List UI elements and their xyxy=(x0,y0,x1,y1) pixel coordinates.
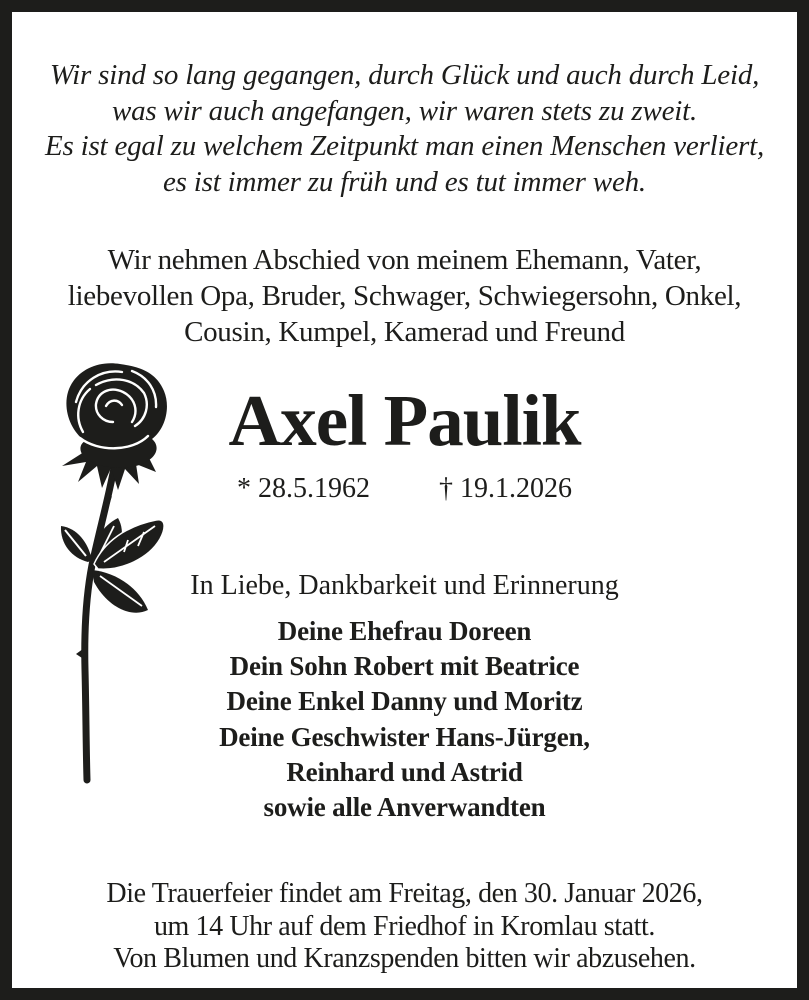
mourner-line: sowie alle Anverwandten xyxy=(263,792,546,823)
funeral-line: Die Trauerfeier findet am Freitag, den 30. Januar 2026, xyxy=(106,878,703,909)
poem-line: es ist immer zu früh und es tut immer weh. xyxy=(163,165,646,198)
mourner-line: Deine Geschwister Hans-Jürgen, xyxy=(219,721,590,752)
farewell-text xyxy=(30,242,779,350)
life-dates xyxy=(30,472,779,506)
memorial-poem xyxy=(30,58,779,200)
funeral-line: Von Blumen und Kranzspenden bitten wir abzusehen. xyxy=(113,943,696,975)
funeral-line: um 14 Uhr auf dem Friedhof in Kromlau statt. xyxy=(153,910,656,942)
dedication-text: In Liebe, Dankbarkeit und Erinnerung xyxy=(190,570,619,601)
farewell-line: liebevollen Opa, Bruder, Schwager, Schwiegersohn, Onkel, xyxy=(67,280,742,312)
deceased-name: Axel Paulik xyxy=(228,380,581,461)
poem-line: was wir auch angefangen, wir waren stets zu zweit. xyxy=(111,94,698,127)
farewell-line: Cousin, Kumpel, Kamerad und Freund xyxy=(184,316,625,348)
mourner-line: Dein Sohn Robert mit Beatrice xyxy=(229,651,580,682)
birth-date: * 28.5.1962 xyxy=(237,473,370,504)
poem-line: Wir sind so lang gegangen, durch Glück und auch durch Leid, xyxy=(49,59,760,91)
death-date: † 19.1.2026 xyxy=(439,473,572,504)
mourner-line: Deine Enkel Danny und Moritz xyxy=(226,686,583,717)
mourner-line: Reinhard und Astrid xyxy=(286,756,523,787)
mourners-list xyxy=(30,614,779,825)
mourner-line: Deine Ehefrau Doreen xyxy=(277,616,532,646)
funeral-info xyxy=(30,878,779,976)
farewell-line: Wir nehmen Abschied von meinem Ehemann, Vater, xyxy=(107,244,702,276)
poem-line: Es ist egal zu welchem Zeitpunkt man einen Menschen verliert, xyxy=(44,130,765,162)
